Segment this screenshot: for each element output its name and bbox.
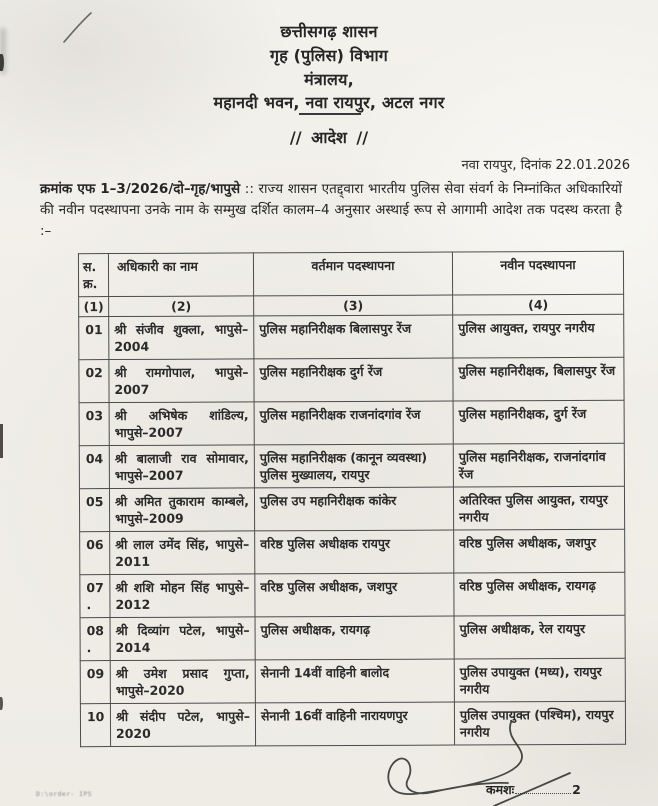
posting-table: [78, 251, 626, 747]
new-posting: पुलिस महानिरीक्षक, दुर्ग रेंज: [453, 400, 624, 444]
officer-name: श्री शशि मोहन सिंह भापुसे– 2012: [110, 574, 255, 618]
reference-number: क्रमांक एफ 1–3/2026/दो–गृह/भापुसे: [40, 181, 241, 197]
officer-name: श्री लाल उमेंद सिंह, भापुसे–2011: [110, 531, 255, 575]
new-posting: पुलिस उपायुक्त (पश्चिम), रायपुर नगरीय: [454, 701, 625, 745]
new-posting: वरिष्ठ पुलिस अधीक्षक, जशपुर: [454, 529, 625, 573]
order-title: // आदेश //: [289, 128, 369, 147]
officer-name: श्री उमेश प्रसाद गुप्ता, भापुसे–2020: [110, 660, 255, 704]
new-posting: पुलिस महानिरीक्षक, बिलासपुर रेंज: [453, 357, 624, 401]
col-header-new-posting: नवीन पदस्थापना: [452, 251, 623, 295]
table-row: [79, 314, 624, 359]
new-posting: वरिष्ठ पुलिस अधीक्षक, रायगढ़: [454, 572, 625, 616]
serial-number: 01: [79, 317, 109, 360]
header-divider: [299, 113, 361, 115]
current-posting: पुलिस अधीक्षक, रायगढ़: [255, 616, 454, 660]
ministry-line: मंत्रालय,: [304, 70, 354, 89]
officer-name: श्री संदीप पटेल, भापुसे–2020: [110, 703, 255, 747]
scan-artifact: [0, 424, 3, 458]
current-posting: पुलिस महानिरीक्षक (कानून व्यवस्था) पुलिस मुख्यालय, रायपुर: [254, 444, 453, 488]
order-text: :: राज्य शासन एतद्द्वारा भारतीय पुलिस सेवा संवर्ग के निम्नांकित अधिकारियों की नवीन पदस्थापना उनके नाम के सम्मुख दर्शित कालम–4 अनुसार अस्थाई रूप से आगामी आदेश तक पदस्थ करता है :–: [40, 181, 622, 239]
current-posting: सेनानी 16वीं वाहिनी नारायणपुर: [255, 702, 454, 746]
current-posting: पुलिस महानिरीक्षक दुर्ग रेंज: [254, 358, 453, 402]
officer-name: श्री रामगोपाल, भापुसे–2007: [109, 359, 254, 403]
col-number-1: (1): [79, 297, 109, 317]
officer-name: श्री संजीव शुक्ला, भापुसे–2004: [109, 316, 254, 360]
government-name: छत्तीसगढ़ शासन: [280, 22, 378, 41]
new-posting: पुलिस महानिरीक्षक, राजनांदगांव रेंज: [453, 443, 624, 487]
officer-name: श्री अभिषेक शांडिल्य, भापुसे–2007: [109, 402, 254, 446]
table-row: [79, 486, 624, 531]
serial-number: 02: [79, 360, 109, 403]
file-path-note: D:\order- IPS: [36, 790, 93, 798]
table-row: [80, 615, 625, 660]
col-header-officer-name: अधिकारी का नाम: [108, 253, 253, 297]
next-page-number: 2: [572, 782, 581, 797]
order-paragraph: [40, 179, 622, 242]
current-posting: पुलिस उप महानिरीक्षक कांकेर: [254, 487, 453, 531]
new-posting: पुलिस आयुक्त, रायपुर नगरीय: [453, 314, 624, 358]
col-header-serial: स. क्र.: [78, 254, 108, 297]
officer-name: श्री अमित तुकाराम काम्बले, भापुसे–2009: [109, 488, 254, 532]
scan-artifact: [0, 697, 3, 710]
serial-number: 10: [80, 704, 110, 747]
continued-note: [486, 781, 581, 798]
current-posting: पुलिस महानिरीक्षक राजनांदगांव रेंज: [254, 401, 453, 445]
col-header-current-posting: वर्तमान पदस्थापना: [253, 252, 452, 296]
col-number-2: (2): [109, 296, 254, 317]
table-row: [80, 658, 625, 703]
table-header-row: [78, 251, 623, 296]
serial-number: 03: [79, 403, 109, 446]
new-posting: अतिरिक्त पुलिस आयुक्त, रायपुर नगरीय: [453, 486, 624, 530]
serial-number: 07 .: [80, 575, 110, 618]
department-name: गृह (पुलिस) विभाग: [269, 46, 388, 65]
continued-label: कमशः: [486, 782, 515, 797]
current-posting: वरिष्ठ पुलिस अधीक्षक रायपुर: [255, 530, 454, 574]
serial-number: 08 .: [80, 618, 110, 661]
place-date: नवा रायपुर, दिनांक 22.01.2026: [461, 158, 630, 173]
table-row: [80, 529, 625, 574]
officer-name: श्री बालाजी राव सोमावार, भापुसे–2007: [109, 445, 254, 489]
officer-name: श्री दिव्यांग पटेल, भापुसे–2014: [110, 617, 255, 661]
table-row: [79, 400, 624, 445]
current-posting: पुलिस महानिरीक्षक बिलासपुर रेंज: [254, 315, 453, 359]
col-number-3: (3): [254, 295, 453, 316]
new-posting: पुलिस अधीक्षक, रेल रायपुर: [454, 615, 625, 659]
column-number-row: [79, 294, 624, 316]
serial-number: 06: [80, 532, 110, 575]
current-posting: वरिष्ठ पुलिस अधीक्षक, जशपुर: [255, 573, 454, 617]
dotted-line: [515, 782, 571, 794]
serial-number: 04: [79, 446, 109, 489]
address-line: महानदी भवन, नवा रायपुर, अटल नगर: [213, 93, 445, 112]
table-row: [80, 572, 625, 617]
table-row: [80, 701, 625, 746]
new-posting: पुलिस उपायुक्त (मध्य), रायपुर नगरीय: [454, 658, 625, 702]
serial-number: 05: [79, 489, 109, 532]
table-row: [79, 443, 624, 488]
serial-number: 09: [80, 661, 110, 704]
scan-artifact: [0, 54, 4, 71]
current-posting: सेनानी 14वीं वाहिनी बालोद: [255, 659, 454, 703]
col-number-4: (4): [453, 294, 624, 315]
table-row: [79, 357, 624, 402]
